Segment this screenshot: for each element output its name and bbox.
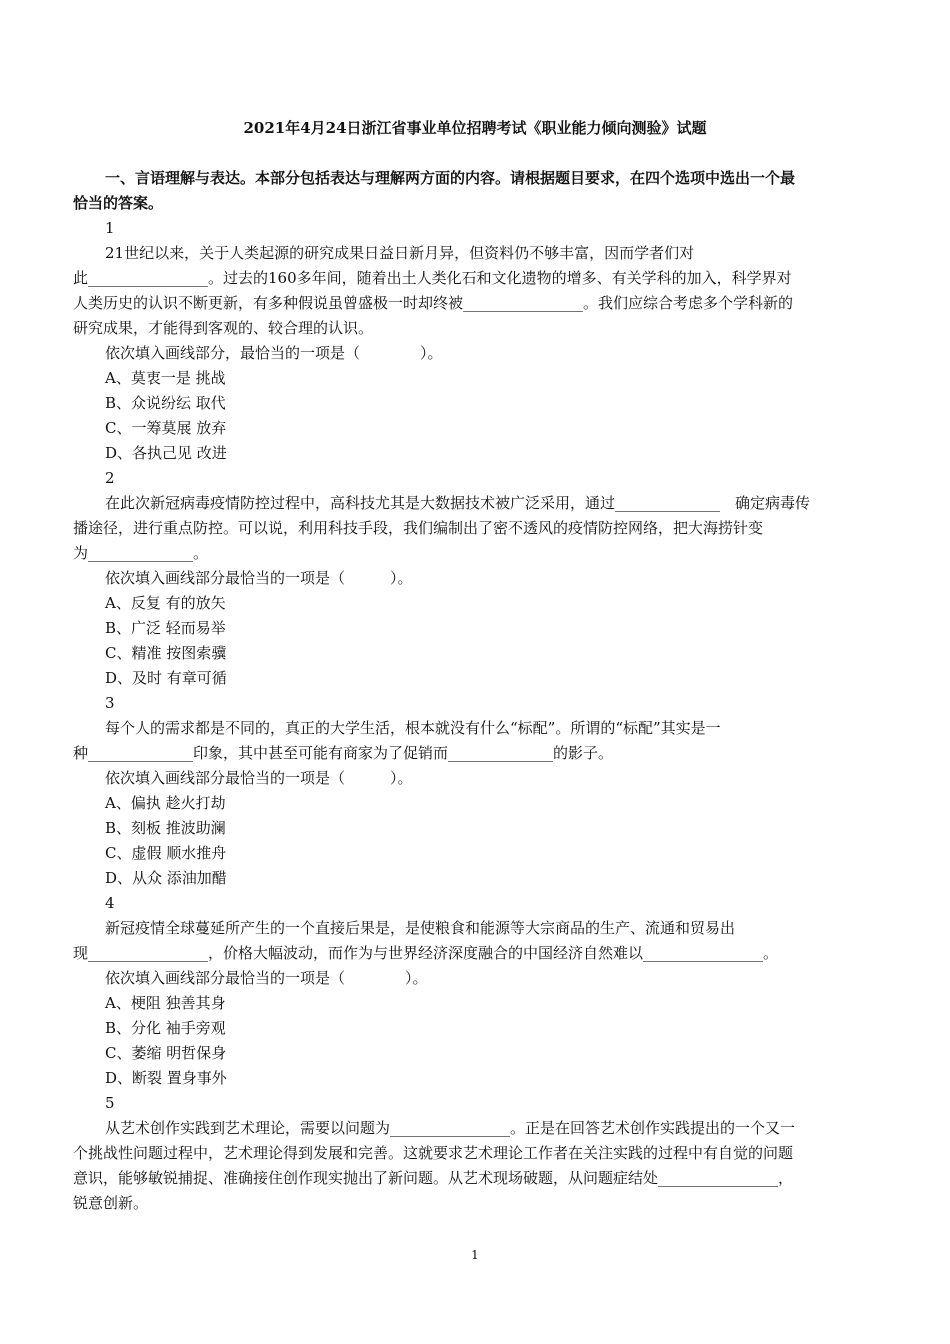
text-line: A、梗阻 独善其身	[105, 994, 226, 1012]
page-number: 1	[471, 1248, 479, 1262]
text-line: C、虚假 顺水推舟	[105, 844, 227, 862]
text-line: D、各执己见 改进	[105, 444, 227, 462]
text-line: 种______________印象，其中甚至可能有商家为了促销而______________的影子。	[73, 744, 614, 762]
text-line: 锐意创新。	[73, 1194, 149, 1212]
text-line: 21世纪以来，关于人类起源的研究成果日益日新月异，但资料仍不够丰富，因而学者们对	[105, 244, 695, 262]
text-line: A、偏执 趁火打劫	[105, 794, 226, 812]
text-line: 依次填入画线部分，最恰当的一项是（ ）。	[105, 344, 443, 362]
text-line: C、精准 按图索骥	[105, 644, 227, 662]
text-line: 4	[105, 894, 115, 912]
text-line: 现________________，价格大幅波动，而作为与世界经济深度融合的中国经济自然难以________________。	[73, 944, 779, 962]
text-line: B、刻板 推波助澜	[105, 819, 226, 837]
text-line: 研究成果，才能得到客观的、较合理的认识。	[73, 319, 374, 337]
text-line: 从艺术创作实践到艺术理论，需要以问题为________________。正是在回答艺术创作实践提出的一个又一	[105, 1119, 796, 1137]
text-line: 在此次新冠病毒疫情防控过程中，高科技尤其是大数据技术被广泛采用，通过______________ 确定病毒传	[105, 494, 811, 512]
text-line: A、反复 有的放矢	[105, 594, 226, 612]
text-line: A、莫衷一是 挑战	[105, 369, 226, 387]
section-heading-line: 一、言语理解与表达。本部分包括表达与理解两方面的内容。请根据题目要求，在四个选项中选出一个最	[105, 169, 796, 187]
text-line: 人类历史的认识不断更新，有多种假说虽曾盛极一时却终被________________。我们应综合考虑多个学科新的	[73, 294, 794, 312]
text-line: 播途径，进行重点防控。可以说，利用科技手段，我们编制出了密不透风的疫情防控网络，把大海捞针变	[73, 519, 764, 537]
text-line: 依次填入画线部分最恰当的一项是（ ）。	[105, 569, 413, 587]
text-line: 个挑战性问题过程中，艺术理论得到发展和完善。这就要求艺术理论工作者在关注实践的过程中有自觉的问题	[73, 1144, 794, 1162]
text-line: 依次填入画线部分最恰当的一项是（ ）。	[105, 969, 428, 987]
text-line: 2	[105, 469, 115, 487]
text-line: 意识，能够敏锐捕捉、准确接住创作现实抛出了新问题。从艺术现场破题，从问题症结处________________，	[73, 1169, 794, 1187]
text-line: 每个人的需求都是不同的，真正的大学生活，根本就没有什么“标配”。所谓的“标配”其实是一	[105, 719, 721, 737]
text-line: 依次填入画线部分最恰当的一项是（ ）。	[105, 769, 413, 787]
text-line: D、及时 有章可循	[105, 669, 227, 687]
text-line: B、广泛 轻而易举	[105, 619, 226, 637]
text-line: B、众说纷纭 取代	[105, 394, 226, 412]
text-line: 3	[105, 694, 115, 712]
section-heading-line: 恰当的答案。	[73, 194, 164, 212]
text-line: 为______________。	[73, 544, 209, 562]
text-line: 1	[105, 219, 115, 237]
text-line: 5	[105, 1094, 115, 1112]
text-line: D、断裂 置身事外	[105, 1069, 227, 1087]
text-line: B、分化 袖手旁观	[105, 1019, 226, 1037]
text-line: C、一筹莫展 放弃	[105, 419, 227, 437]
text-line: 新冠疫情全球蔓延所产生的一个直接后果是，是使粮食和能源等大宗商品的生产、流通和贸易出	[105, 919, 736, 937]
text-line: C、萎缩 明哲保身	[105, 1044, 227, 1062]
text-line: 此________________。过去的160多年间，随着出土人类化石和文化遗物的增多、有关学科的加入，科学界对	[73, 269, 792, 287]
text-line: D、从众 添油加醋	[105, 869, 227, 887]
document-title: 2021年4月24日浙江省事业单位招聘考试《职业能力倾向测验》试题	[243, 119, 707, 137]
